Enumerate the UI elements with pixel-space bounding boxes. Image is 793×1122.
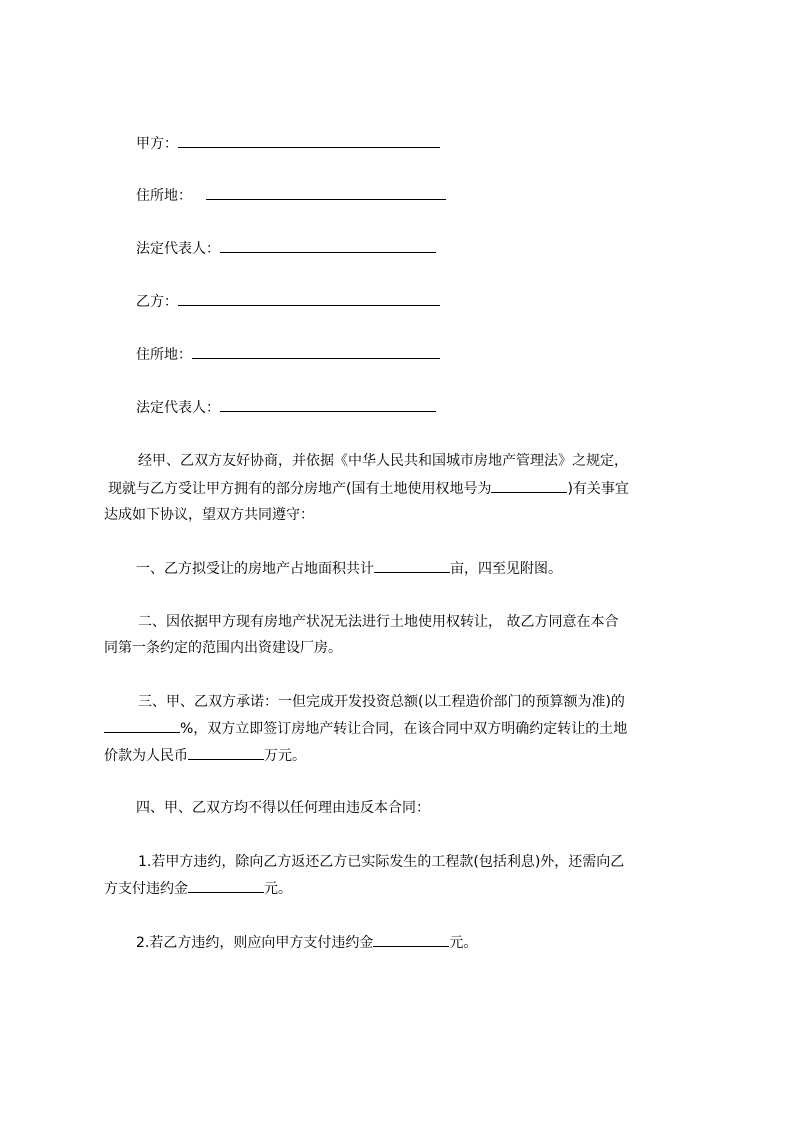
party-b-address-blank[interactable]: [192, 344, 440, 359]
party-a-rep-blank[interactable]: [220, 238, 436, 253]
intro-line-3: 达成如下协议，望双方共同遵守：: [104, 507, 314, 523]
clause-3-line-2-text: %，双方立即签订房地产转让合同，在该合同中双方明确约定转让的土地: [180, 721, 628, 737]
clause-2-line-1: 二、因依据甲方现有房地产状况无法进行土地使用权转让， 故乙方同意在本合: [138, 614, 619, 630]
investment-percent-blank[interactable]: [104, 718, 180, 733]
intro-line-1: 经甲、乙双方友好协商，并依据《中华人民共和国城市房地产管理法》之规定，: [138, 453, 628, 469]
party-a-penalty-blank[interactable]: [188, 878, 264, 893]
clause-4-item-2: [136, 932, 477, 952]
clause-3-line-2: [104, 718, 627, 738]
party-b-label: 乙方：: [136, 294, 178, 310]
clause-4-item-2-text-b: 元。: [449, 935, 478, 951]
land-area-blank[interactable]: [374, 558, 450, 573]
clause-4-item-2-text-a: 2.若乙方违约，则应向甲方支付违约金: [136, 935, 374, 951]
clause-4-item-1-line-2: [104, 878, 292, 898]
clause-3-line-1: 三、甲、乙双方承诺：一但完成开发投资总额(以工程造价部门的预算额为准)的: [138, 694, 625, 710]
intro-line-2-text-b: )有关事宜: [567, 481, 629, 497]
party-b-rep-label: 法定代表人：: [136, 400, 220, 416]
clause-3-line-3: [104, 745, 306, 765]
clause-1-text-a: 一、乙方拟受让的房地产占地面积共计: [136, 561, 374, 577]
party-a-blank[interactable]: [178, 133, 440, 148]
party-a-rep-row: [136, 238, 436, 258]
party-a-address-label: 住所地：: [136, 188, 192, 204]
party-b-address-label: 住所地：: [136, 347, 192, 363]
clause-1: [136, 558, 562, 578]
intro-line-2-text-a: 现就与乙方受让甲方拥有的部分房地产(国有土地使用权地号为: [108, 481, 492, 497]
clause-1-text-b: 亩，四至见附图。: [450, 561, 562, 577]
land-number-blank[interactable]: [491, 478, 567, 493]
intro-line-2: [108, 478, 629, 498]
party-b-penalty-blank[interactable]: [373, 932, 449, 947]
clause-3-line-3-text-b: 万元。: [264, 748, 306, 764]
party-b-row: [136, 291, 440, 311]
clause-3-line-3-text-a: 价款为人民币: [104, 748, 188, 764]
party-a-rep-label: 法定代表人：: [136, 241, 220, 257]
party-b-rep-row: [136, 397, 436, 417]
clause-4-title: 四、甲、乙双方均不得以任何理由违反本合同：: [136, 800, 430, 816]
party-b-blank[interactable]: [178, 291, 440, 306]
party-b-rep-blank[interactable]: [220, 397, 436, 412]
party-b-address-row: [136, 344, 440, 364]
party-a-label: 甲方：: [136, 136, 178, 152]
clause-4-item-1-text-b: 元。: [264, 881, 292, 897]
party-a-address-row: [136, 185, 446, 205]
party-a-address-blank[interactable]: [206, 185, 446, 200]
clause-4-item-1-line-1: 1.若甲方违约，除向乙方返还乙方已实际发生的工程款(包括利息)外，还需向乙: [138, 854, 625, 870]
clause-2-line-2: 同第一条约定的范围内出资建设厂房。: [104, 640, 342, 656]
transfer-price-blank[interactable]: [188, 745, 264, 760]
clause-4-item-1-text-a: 方支付违约金: [104, 881, 188, 897]
party-a-row: [136, 133, 440, 153]
